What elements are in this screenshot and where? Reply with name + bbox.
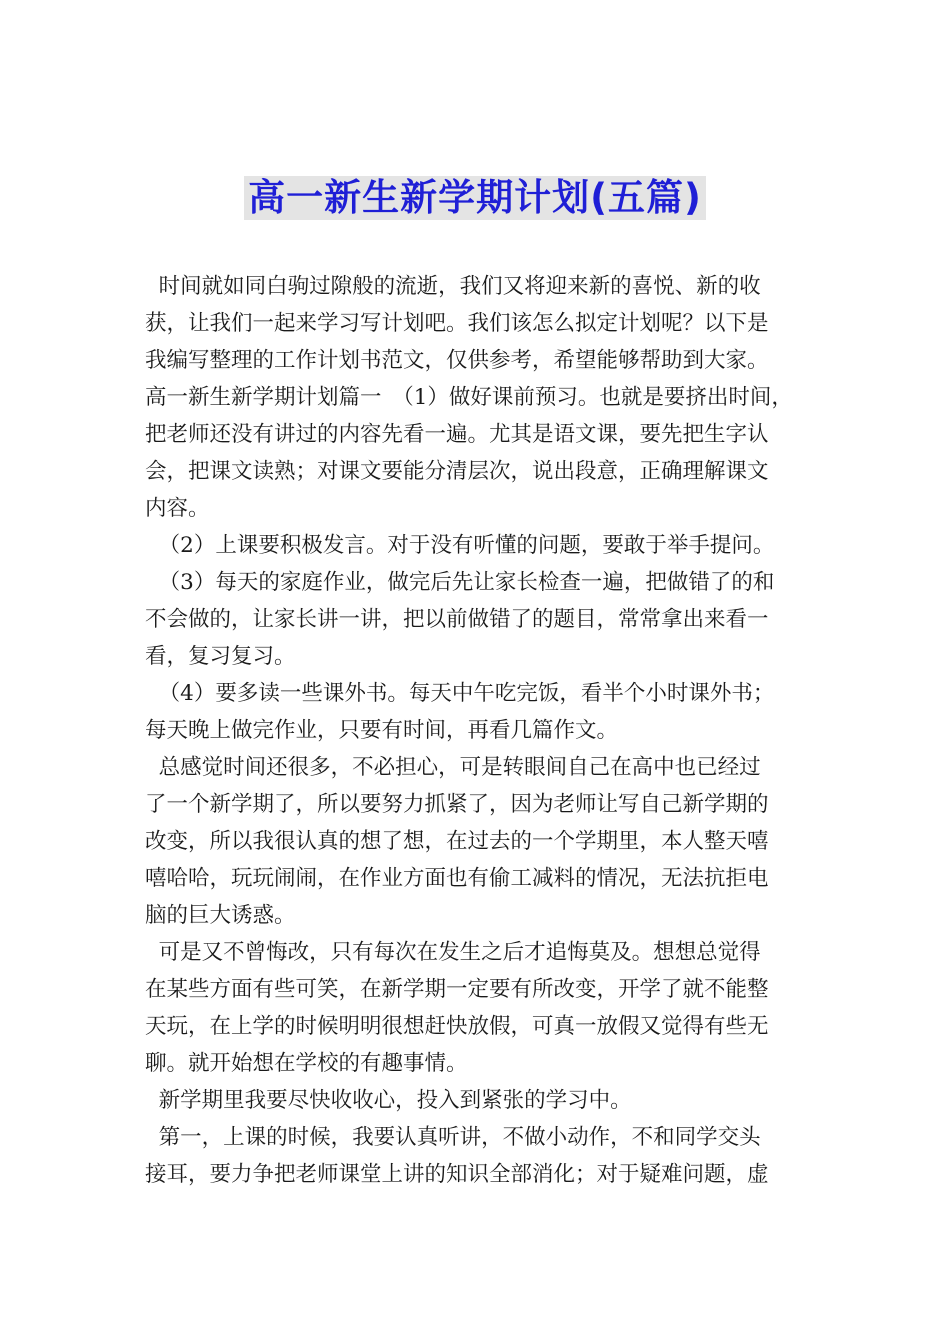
text-line: 改变，所以我很认真的想了想，在过去的一个学期里，本人整天嘻 xyxy=(145,829,769,854)
text-line: 聊。就开始想在学校的有趣事情。 xyxy=(145,1051,468,1076)
title-container xyxy=(0,176,950,220)
document-title: 高一新生新学期计划(五篇) xyxy=(244,176,706,220)
document-body xyxy=(145,268,811,1193)
text-line: 可是又不曾悔改，只有每次在发生之后才追悔莫及。想想总觉得 xyxy=(145,940,761,965)
text-line: 了一个新学期了，所以要努力抓紧了，因为老师让写自己新学期的 xyxy=(145,792,769,817)
text-line: （3）每天的家庭作业，做完后先让家长检查一遍，把做错了的和 xyxy=(145,570,775,595)
text-line: 在某些方面有些可笑，在新学期一定要有所改变，开学了就不能整 xyxy=(145,977,769,1002)
text-line: 看，复习复习。 xyxy=(145,644,296,669)
text-line: （4）要多读一些课外书。每天中午吃完饭，看半个小时课外书； xyxy=(145,681,775,706)
text-line: 天玩，在上学的时候明明很想赶快放假，可真一放假又觉得有些无 xyxy=(145,1014,769,1039)
text-line: 会，把课文读熟；对课文要能分清层次，说出段意，正确理解课文 xyxy=(145,459,769,484)
text-line: 第一，上课的时候，我要认真听讲，不做小动作，不和同学交头 xyxy=(145,1125,761,1150)
text-line: 把老师还没有讲过的内容先看一遍。尤其是语文课，要先把生字认 xyxy=(145,422,769,447)
text-line: 高一新生新学期计划篇一 （1）做好课前预习。也就是要挤出时间， xyxy=(145,385,793,410)
text-line: 内容。 xyxy=(145,496,210,521)
text-line: 我编写整理的工作计划书范文，仅供参考，希望能够帮助到大家。 xyxy=(145,348,769,373)
text-line: 新学期里我要尽快收收心，投入到紧张的学习中。 xyxy=(145,1088,632,1113)
text-line: 总感觉时间还很多，不必担心，可是转眼间自己在高中也已经过 xyxy=(145,755,761,780)
text-line: 时间就如同白驹过隙般的流逝，我们又将迎来新的喜悦、新的收 xyxy=(145,274,761,299)
text-line: （2）上课要积极发言。对于没有听懂的问题，要敢于举手提问。 xyxy=(145,533,775,558)
text-line: 获，让我们一起来学习写计划吧。我们该怎么拟定计划呢？以下是 xyxy=(145,311,769,336)
text-line: 脑的巨大诱惑。 xyxy=(145,903,296,928)
text-line: 每天晚上做完作业，只要有时间，再看几篇作文。 xyxy=(145,718,619,743)
text-line: 不会做的，让家长讲一讲，把以前做错了的题目，常常拿出来看一 xyxy=(145,607,769,632)
text-line: 接耳，要力争把老师课堂上讲的知识全部消化；对于疑难问题，虚 xyxy=(145,1162,769,1187)
text-line: 嘻哈哈，玩玩闹闹，在作业方面也有偷工减料的情况，无法抗拒电 xyxy=(145,866,769,891)
